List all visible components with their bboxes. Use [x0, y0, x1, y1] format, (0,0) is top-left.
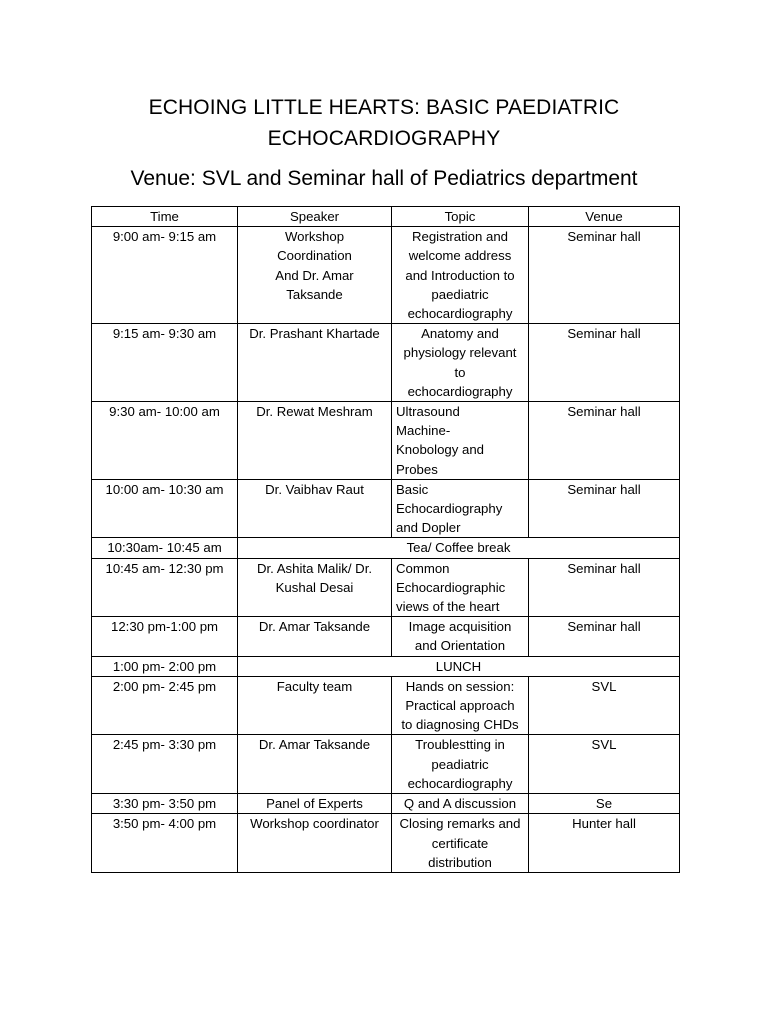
table-row [92, 735, 680, 794]
topic-line: Knobology and [396, 442, 484, 458]
cell-time: 2:45 pm- 3:30 pm [92, 735, 238, 794]
schedule-body [92, 227, 680, 873]
speaker-line: Dr. Prashant Khartade [249, 326, 380, 342]
topic-line: echocardiography [407, 383, 513, 399]
cell-venue: Hunter hall [529, 814, 680, 873]
cell-time: 9:00 am- 9:15 am [92, 227, 238, 324]
cell-speaker [238, 617, 392, 656]
topic-line: views of the heart [396, 599, 500, 615]
speaker-line: Coordination [277, 248, 352, 264]
topic-line: Basic [396, 481, 429, 497]
topic-line: welcome address [408, 248, 512, 264]
speaker-line: Dr. Amar Taksande [258, 619, 371, 635]
cell-topic [392, 227, 529, 324]
topic-line: Registration and [411, 229, 509, 245]
cell-speaker [238, 814, 392, 873]
table-row [92, 402, 680, 480]
cell-speaker [238, 676, 392, 735]
topic-line: physiology relevant [403, 345, 517, 361]
header-venue: Venue [529, 207, 680, 227]
cell-speaker [238, 735, 392, 794]
cell-time: 12:30 pm-1:00 pm [92, 617, 238, 656]
topic-line: distribution [428, 854, 492, 870]
title-line-2: ECHOCARDIOGRAPHY [267, 127, 501, 150]
topic-line: Troublestting in [415, 737, 505, 753]
cell-venue: Seminar hall [529, 558, 680, 617]
document-title [0, 92, 768, 154]
cell-venue: Seminar hall [529, 227, 680, 324]
cell-time: 9:15 am- 9:30 am [92, 324, 238, 402]
cell-time: 10:30am- 10:45 am [92, 538, 238, 558]
cell-break: LUNCH [238, 656, 680, 676]
cell-venue: Seminar hall [529, 617, 680, 656]
cell-venue: Se [529, 794, 680, 814]
cell-venue: SVL [529, 676, 680, 735]
title-line-1: ECHOING LITTLE HEARTS: BASIC PAEDIATRIC [148, 96, 620, 119]
topic-line: paediatric [431, 286, 489, 302]
cell-time: 9:30 am- 10:00 am [92, 402, 238, 480]
topic-line: Image acquisition [408, 619, 512, 635]
header-topic: Topic [392, 207, 529, 227]
topic-line: echocardiography [407, 306, 513, 322]
topic-line: echocardiography [407, 775, 513, 791]
speaker-line: Dr. Vaibhav Raut [265, 481, 364, 497]
speaker-line: Workshop coordinator [250, 816, 379, 832]
speaker-line: Dr. Ashita Malik/ Dr. [256, 560, 373, 576]
cell-topic [392, 402, 529, 480]
cell-time: 1:00 pm- 2:00 pm [92, 656, 238, 676]
table-row [92, 558, 680, 617]
topic-line: to [454, 364, 466, 380]
table-row [92, 617, 680, 656]
cell-time: 10:00 am- 10:30 am [92, 479, 238, 538]
topic-line: peadiatric [431, 756, 489, 772]
cell-topic [392, 794, 529, 814]
cell-time: 2:00 pm- 2:45 pm [92, 676, 238, 735]
cell-time: 10:45 am- 12:30 pm [92, 558, 238, 617]
table-header-row [92, 207, 680, 227]
venue-line: Venue: SVL and Seminar hall of Pediatrics department [130, 167, 638, 190]
cell-topic [392, 735, 529, 794]
cell-topic [392, 676, 529, 735]
cell-speaker [238, 479, 392, 538]
topic-line: Echocardiographic [396, 579, 506, 595]
cell-break: Tea/ Coffee break [238, 538, 680, 558]
header-time: Time [92, 207, 238, 227]
cell-venue: Seminar hall [529, 402, 680, 480]
topic-line: to diagnosing CHDs [401, 717, 519, 733]
topic-line: Hands on session: [405, 678, 515, 694]
header-speaker: Speaker [238, 207, 392, 227]
table-row [92, 479, 680, 538]
cell-topic [392, 617, 529, 656]
speaker-line: Faculty team [276, 678, 353, 694]
cell-topic [392, 558, 529, 617]
table-row [92, 676, 680, 735]
speaker-line: Kushal Desai [275, 579, 354, 595]
topic-line: Probes [396, 461, 438, 477]
schedule-table [91, 206, 680, 873]
speaker-line: Dr. Rewat Meshram [256, 404, 373, 420]
speaker-line: Dr. Amar Taksande [258, 737, 371, 753]
cell-topic [392, 324, 529, 402]
speaker-line: And Dr. Amar [275, 267, 354, 283]
table-row [92, 814, 680, 873]
cell-topic [392, 814, 529, 873]
topic-line: Anatomy and [421, 326, 499, 342]
topic-line: and Orientation [414, 638, 506, 654]
topic-line: Echocardiography [396, 501, 503, 517]
table-row [92, 227, 680, 324]
table-row [92, 538, 680, 558]
speaker-line: Panel of Experts [266, 796, 363, 812]
topic-line: Closing remarks and [399, 816, 521, 832]
topic-line: Practical approach [405, 698, 515, 714]
cell-speaker [238, 402, 392, 480]
table-row [92, 794, 680, 814]
cell-speaker [238, 324, 392, 402]
cell-time: 3:30 pm- 3:50 pm [92, 794, 238, 814]
topic-line: and Dopler [396, 520, 461, 536]
cell-venue: Seminar hall [529, 324, 680, 402]
table-row [92, 656, 680, 676]
cell-venue: SVL [529, 735, 680, 794]
cell-speaker [238, 227, 392, 324]
speaker-line: Taksande [286, 286, 343, 302]
cell-speaker [238, 794, 392, 814]
topic-line: and Introduction to [405, 267, 515, 283]
topic-line: Q and A discussion [403, 796, 517, 812]
cell-time: 3:50 pm- 4:00 pm [92, 814, 238, 873]
topic-line: Machine- [396, 423, 451, 439]
topic-line: Ultrasound [396, 404, 460, 420]
cell-venue: Seminar hall [529, 479, 680, 538]
topic-line: Common [396, 560, 450, 576]
speaker-line: Workshop [284, 229, 345, 245]
cell-speaker [238, 558, 392, 617]
table-row [92, 324, 680, 402]
cell-topic [392, 479, 529, 538]
topic-line: certificate [431, 835, 489, 851]
